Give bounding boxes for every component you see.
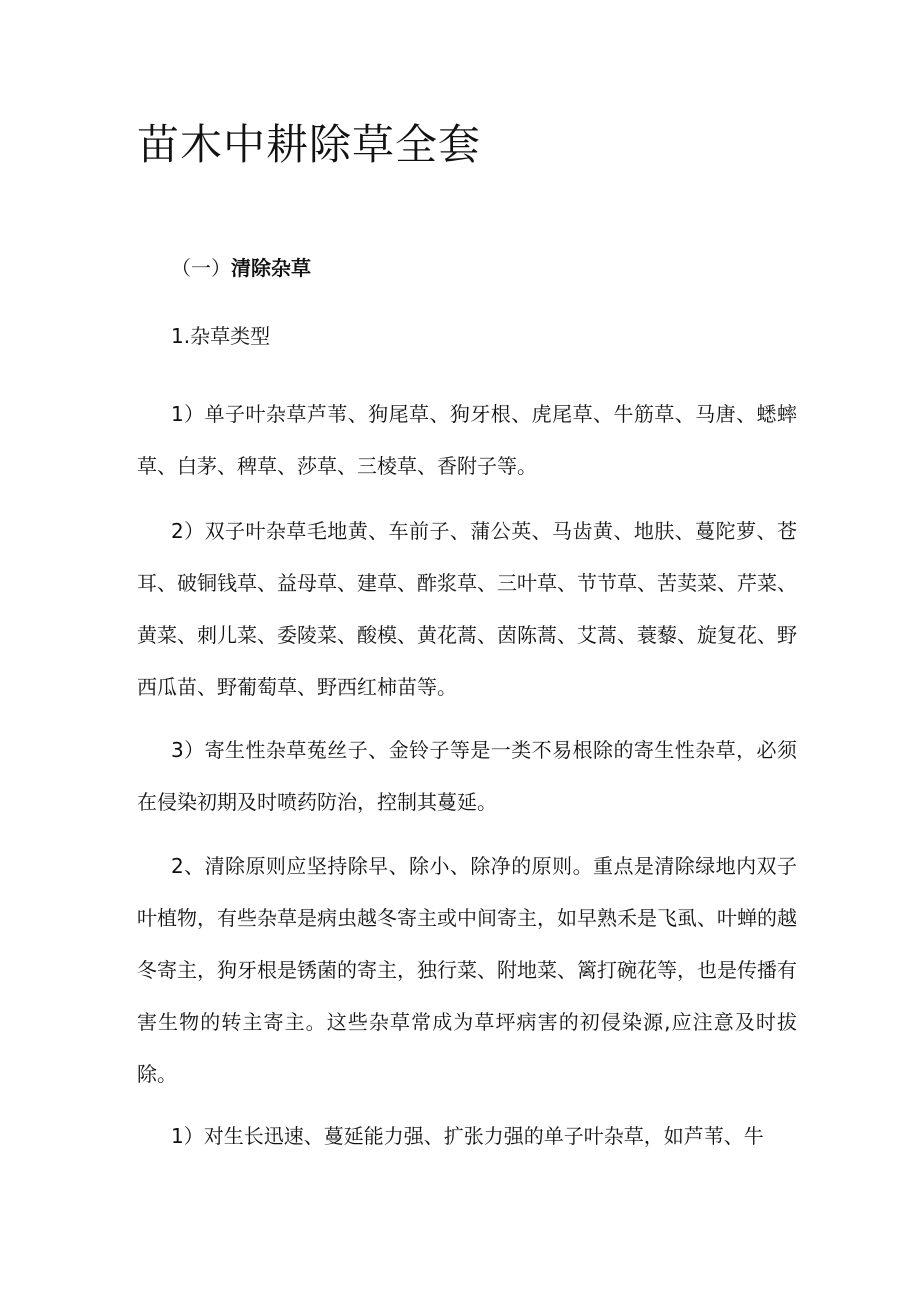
section-heading-text: 清除杂草 xyxy=(231,256,311,280)
paragraph-monocot-weeds: 1）单子叶杂草芦苇、狗尾草、狗牙根、虎尾草、牛筋草、马唐、蟋蟀草、白茅、稗草、莎草、三棱草、香附子等。 xyxy=(137,402,797,478)
paragraph-removal-principle: 2、清除原则应坚持除早、除小、除净的原则。重点是清除绿地内双子叶植物，有些杂草是病虫越冬寄主或中间寄主，如早熟禾是飞虱、叶蝉的越冬寄主，狗牙根是锈菌的寄主，独行菜、附地菜、篱打碗花等，也是传播有害生物的转主寄主。这些杂草常成为草坪病害的初侵染源,应注意及时拔除。 xyxy=(137,854,797,1086)
section-marker: （一） xyxy=(171,256,231,280)
document-title: 苗木中耕除草全套 xyxy=(137,120,482,169)
paragraph-step-one: 1）对生长迅速、蔓延能力强、扩张力强的单子叶杂草，如芦苇、牛 xyxy=(171,1124,764,1148)
paragraph-parasitic-weeds: 3）寄生性杂草菟丝子、金铃子等是一类不易根除的寄生性杂草，必须在侵染初期及时喷药防治，控制其蔓延。 xyxy=(137,738,797,814)
section-heading xyxy=(171,242,311,294)
paragraph-dicot-weeds: 2）双子叶杂草毛地黄、车前子、蒲公英、马齿黄、地肤、蔓陀萝、苍耳、破铜钱草、益母草、建草、酢浆草、三叶草、节节草、苦荬菜、芹菜、黄菜、刺儿菜、委陵菜、酸模、黄花蒿、茵陈蒿、艾蒿、蓑藜、旋复花、野西瓜苗、野葡萄草、野西红柿苗等。 xyxy=(137,519,797,699)
paragraph-weed-types: 1.杂草类型 xyxy=(171,324,271,348)
